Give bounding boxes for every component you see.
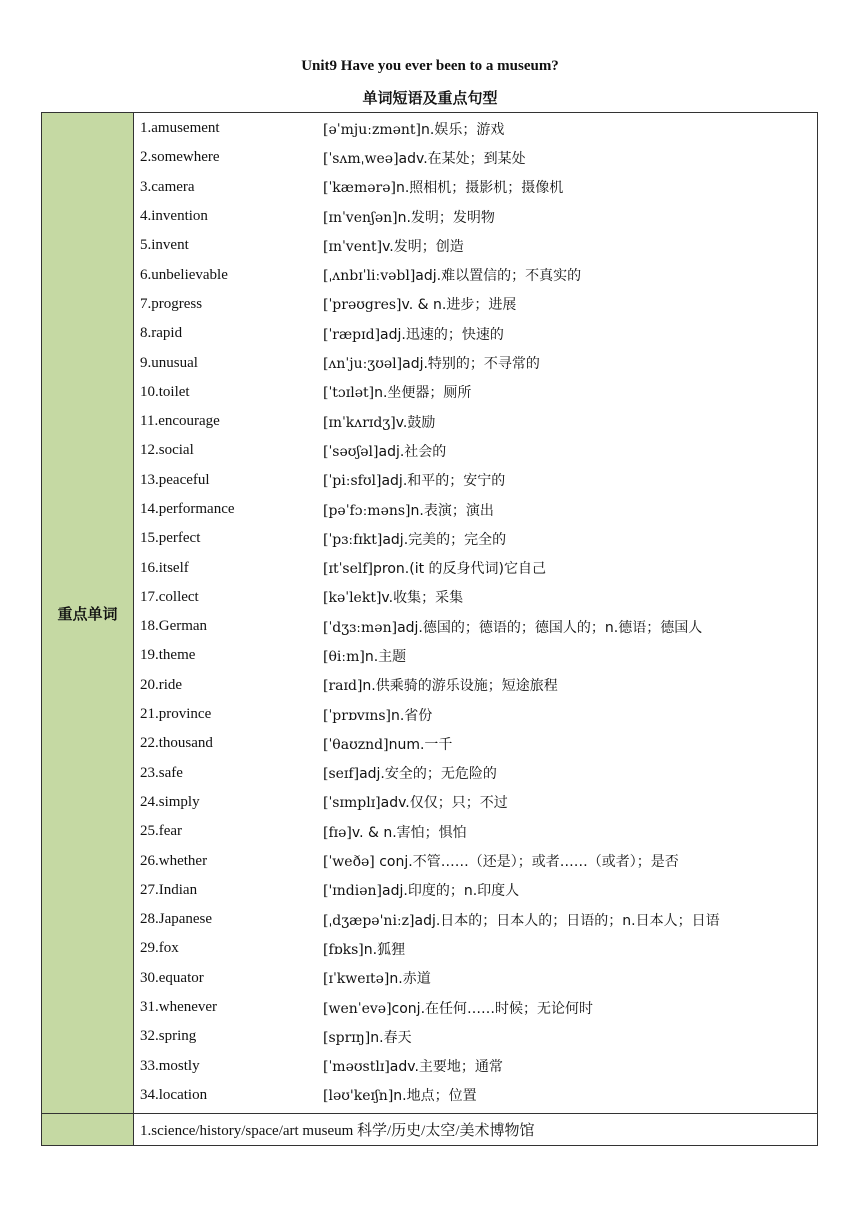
- vocab-row: [134, 846, 817, 875]
- vocab-phonetic: [ˈsʌmˌweə]: [323, 150, 399, 167]
- vocab-meaning: adj.特别的；不寻常的: [402, 356, 540, 373]
- vocab-meaning: adv.主要地；通常: [389, 1059, 503, 1076]
- vocab-word: 15.perfect: [140, 530, 201, 547]
- phrase-item: 1.science/history/space/art museum 科学/历史/太空/美术博物馆: [140, 1123, 535, 1140]
- vocab-phonetic: [ˈweðə]: [323, 854, 380, 871]
- vocab-phonetic: [ˈsɪmplɪ]: [323, 795, 381, 812]
- vocab-row: [134, 319, 817, 348]
- section-subtitle: 单词短语及重点句型: [362, 89, 498, 107]
- vocab-table: [41, 112, 818, 1146]
- vocab-phonetic: [fɒks]: [323, 941, 364, 958]
- vocab-meaning: adj.难以置信的；不真实的: [415, 268, 582, 285]
- vocab-phonetic: [ɪnˈvent]: [323, 238, 383, 255]
- phrase-section-label: [42, 1114, 134, 1146]
- vocab-row: [134, 553, 817, 582]
- vocab-word: 7.progress: [140, 295, 203, 312]
- vocab-row: [134, 671, 817, 700]
- vocab-phonetic: [wenˈevə]: [323, 1000, 392, 1017]
- vocab-row: [134, 759, 817, 788]
- vocab-definition: [323, 763, 817, 783]
- vocab-word: 27.Indian: [140, 881, 198, 898]
- vocab-phonetic: [ɪˈkweɪtə]: [323, 971, 390, 988]
- vocab-phonetic: [seɪf]: [323, 766, 360, 783]
- vocab-word: 9.unusual: [140, 354, 198, 371]
- vocab-meaning: num.一千: [388, 736, 453, 753]
- vocab-phonetic: [ˈpiːsfʊl]: [323, 473, 382, 490]
- vocab-word: 23.safe: [140, 764, 183, 781]
- vocab-meaning: adv.仅仅；只；不过: [380, 795, 508, 812]
- unit-title: Unit9 Have you ever been to a museum?: [301, 58, 559, 74]
- vocab-row: [134, 583, 817, 612]
- vocab-definition: [323, 265, 817, 285]
- vocab-word: 28.Japanese: [140, 911, 213, 928]
- vocab-row: [134, 1052, 817, 1081]
- vocab-meaning: n.发明；发明物: [397, 209, 495, 226]
- vocab-row: [134, 876, 817, 905]
- vocab-definition: [323, 412, 817, 432]
- vocab-word: 16.itself: [140, 559, 189, 576]
- vocab-word: 5.invent: [140, 237, 189, 254]
- vocab-row: [134, 260, 817, 289]
- phrase-list: [134, 1114, 818, 1146]
- vocab-word: 29.fox: [140, 940, 179, 957]
- vocab-phonetic: [ˌʌnbɪˈliːvəbl]: [323, 268, 416, 285]
- vocab-definition: [323, 998, 817, 1018]
- vocab-word: 12.social: [140, 442, 194, 459]
- vocab-row: [134, 143, 817, 172]
- vocab-meaning: n.赤道: [389, 971, 431, 988]
- vocab-meaning: n.坐便器；厕所: [374, 385, 472, 402]
- vocab-row: [134, 466, 817, 495]
- vocab-word: 14.performance: [140, 501, 235, 517]
- vocab-definition: [323, 500, 817, 520]
- vocab-definition: [323, 617, 817, 637]
- vocab-row: [134, 378, 817, 407]
- vocab-meaning: adv.在某处；到某处: [398, 150, 526, 167]
- vocab-phonetic: [ʌnˈjuːʒʊəl]: [323, 356, 403, 373]
- vocab-word: 11.encourage: [140, 413, 220, 430]
- vocab-definition: [323, 822, 817, 842]
- vocab-definition: [323, 1027, 817, 1047]
- vocab-word: 20.ride: [140, 676, 183, 693]
- vocab-definition: [323, 119, 817, 139]
- vocab-definition: [323, 470, 817, 490]
- vocab-row: [134, 612, 817, 641]
- vocab-phonetic: [ˈsəʊʃəl]: [323, 443, 379, 460]
- vocab-phonetic: [raɪd]: [323, 678, 363, 695]
- vocab-word: 8.rapid: [140, 325, 183, 342]
- vocab-definition: [323, 587, 817, 607]
- vocab-meaning: v.收集；采集: [381, 590, 464, 607]
- vocab-phonetic: [θiːm]: [323, 648, 365, 665]
- vocab-phonetic: [ˈprɒvɪns]: [323, 707, 391, 724]
- vocab-meaning: adj.印度的；n.印度人: [382, 883, 520, 900]
- vocab-row: [134, 407, 817, 436]
- vocab-meaning: pron.(it 的反身代词)它自己: [373, 561, 546, 578]
- vocab-definition: [323, 1085, 817, 1105]
- vocab-phonetic: [ˈræpɪd]: [323, 326, 381, 343]
- vocab-word: 6.unbelievable: [140, 266, 228, 283]
- vocab-meaning: v.鼓励: [395, 414, 436, 431]
- vocab-phonetic: [ˈpɜːfɪkt]: [323, 531, 383, 548]
- vocab-definition: [323, 939, 817, 959]
- vocab-list: [134, 113, 818, 1114]
- vocab-row: [134, 1081, 817, 1110]
- vocab-meaning: adj.迅速的；快速的: [380, 326, 504, 343]
- vocab-row: [134, 231, 817, 260]
- vocab-phonetic: [ˈθaʊznd]: [323, 736, 389, 753]
- vocab-row: [134, 524, 817, 553]
- vocab-definition: [323, 646, 817, 666]
- vocab-meaning: n.娱乐；游戏: [421, 121, 505, 138]
- vocab-definition: [323, 1056, 817, 1076]
- vocab-section-label: 重点单词: [42, 113, 134, 1114]
- vocab-phonetic: [əˈmjuːzmənt]: [323, 121, 421, 138]
- vocab-word: 32.spring: [140, 1028, 197, 1045]
- vocab-phonetic: [ˈdʒɜːmən]: [323, 619, 398, 636]
- vocab-meaning: adj.完美的；完全的: [382, 531, 507, 548]
- vocab-phonetic: ['ɪndiən]: [323, 883, 383, 900]
- vocab-meaning: adj.社会的: [378, 443, 447, 460]
- vocab-definition: [323, 207, 817, 227]
- vocab-meaning: n.主题: [364, 648, 407, 665]
- vocab-row: [134, 641, 817, 670]
- vocab-word: 33.mostly: [140, 1057, 200, 1074]
- vocab-meaning: n.表演；演出: [410, 502, 494, 519]
- vocab-phonetic: [ɪnˈvenʃən]: [323, 209, 398, 226]
- vocab-definition: [323, 910, 817, 930]
- vocab-word: 17.collect: [140, 588, 199, 605]
- vocab-word: 4.invention: [140, 208, 208, 225]
- vocab-meaning: n.省份: [390, 707, 433, 724]
- vocab-word: 22.thousand: [140, 735, 213, 752]
- vocab-definition: [323, 382, 817, 402]
- vocab-word: 1.amusement: [140, 120, 220, 137]
- vocab-definition: [323, 792, 817, 812]
- vocab-word: 26.whether: [140, 852, 208, 869]
- vocab-row: [134, 905, 817, 934]
- vocab-phonetic: [ɪnˈkʌrɪdʒ]: [323, 414, 396, 431]
- vocab-definition: [323, 177, 817, 197]
- vocab-definition: [323, 324, 817, 344]
- vocab-row: [134, 1022, 817, 1051]
- vocab-row: [134, 290, 817, 319]
- vocab-phonetic: [kəˈlekt]: [323, 590, 382, 607]
- vocab-definition: [323, 851, 817, 871]
- vocab-definition: [323, 880, 817, 900]
- vocab-phonetic: [ˈtɔɪlət]: [323, 385, 375, 402]
- vocab-row: [134, 964, 817, 993]
- vocab-word: 18.German: [140, 618, 208, 635]
- vocab-definition: [323, 294, 817, 314]
- vocab-definition: [323, 734, 817, 754]
- vocab-word: 30.equator: [140, 969, 204, 986]
- vocab-definition: [323, 558, 817, 578]
- vocab-definition: [323, 353, 817, 373]
- vocab-row: [134, 173, 817, 202]
- vocab-phonetic: [ˈməʊstlɪ]: [323, 1059, 390, 1076]
- vocab-meaning: adj.和平的；安宁的: [381, 473, 506, 490]
- vocab-definition: [323, 236, 817, 256]
- vocab-meaning: v.发明；创造: [382, 238, 464, 255]
- vocab-row: [134, 348, 817, 377]
- vocab-meaning: n.供乘骑的游乐设施；短途旅程: [362, 678, 558, 695]
- vocab-word: 3.camera: [140, 178, 195, 195]
- vocab-meaning: n.地点；位置: [393, 1088, 477, 1105]
- vocab-row: [134, 202, 817, 231]
- vocab-meaning: v. & n.进步；进展: [401, 297, 517, 314]
- vocab-word: 25.fear: [140, 823, 183, 840]
- vocab-section-row: [42, 113, 818, 1114]
- vocab-row: [134, 436, 817, 465]
- vocab-meaning: n.狐狸: [363, 941, 406, 958]
- vocab-row: [134, 934, 817, 963]
- vocab-meaning: n.春天: [370, 1029, 412, 1046]
- vocab-meaning: adj.德国的；德语的；德国人的；n.德语；德国人: [397, 619, 703, 636]
- vocab-meaning: adj.日本的；日本人的；日语的；n.日本人；日语: [414, 912, 720, 929]
- vocab-word: 34.location: [140, 1086, 208, 1103]
- vocab-definition: [323, 675, 817, 695]
- vocab-definition: [323, 968, 817, 988]
- vocab-phonetic: [ˌdʒæpə'niːz]: [323, 912, 415, 929]
- vocab-definition: [323, 441, 817, 461]
- vocab-word: 19.theme: [140, 647, 196, 664]
- vocab-definition: [323, 705, 817, 725]
- vocab-row: [134, 817, 817, 846]
- vocab-meaning: conj.在任何……时候；无论何时: [391, 1000, 594, 1017]
- phrase-section-row: [42, 1114, 818, 1146]
- vocab-phonetic: [pəˈfɔːməns]: [323, 502, 411, 519]
- vocab-row: [134, 114, 817, 143]
- vocab-row: [134, 495, 817, 524]
- vocab-word: 10.toilet: [140, 383, 190, 400]
- vocab-row: [134, 993, 817, 1022]
- vocab-phonetic: [sprɪŋ]: [323, 1029, 371, 1046]
- vocab-row: [134, 788, 817, 817]
- vocab-phonetic: [ˈkæmərə]: [323, 180, 396, 197]
- vocab-word: 24.simply: [140, 793, 200, 810]
- vocab-phonetic: [ˈprəʊgres]: [323, 297, 402, 314]
- vocab-phonetic: [ləʊ'keɪʃn]: [323, 1088, 394, 1105]
- vocab-phonetic: [fɪə]: [323, 824, 352, 841]
- vocab-meaning: adj.安全的；无危险的: [359, 766, 497, 783]
- vocab-definition: [323, 529, 817, 549]
- vocab-definition: [323, 148, 817, 168]
- vocab-word: 31.whenever: [140, 999, 218, 1016]
- vocab-word: 13.peaceful: [140, 471, 210, 488]
- vocab-meaning: n.照相机；摄影机；摄像机: [395, 180, 564, 197]
- vocab-row: [134, 729, 817, 758]
- vocab-row: [134, 700, 817, 729]
- vocab-word: 2.somewhere: [140, 149, 220, 166]
- vocab-phonetic: [ɪtˈself]: [323, 561, 374, 578]
- vocab-meaning: conj.不管……（还是）；或者……（或者）；是否: [379, 854, 679, 871]
- vocab-meaning: v. & n.害怕；惧怕: [351, 824, 467, 841]
- vocab-word: 21.province: [140, 706, 212, 723]
